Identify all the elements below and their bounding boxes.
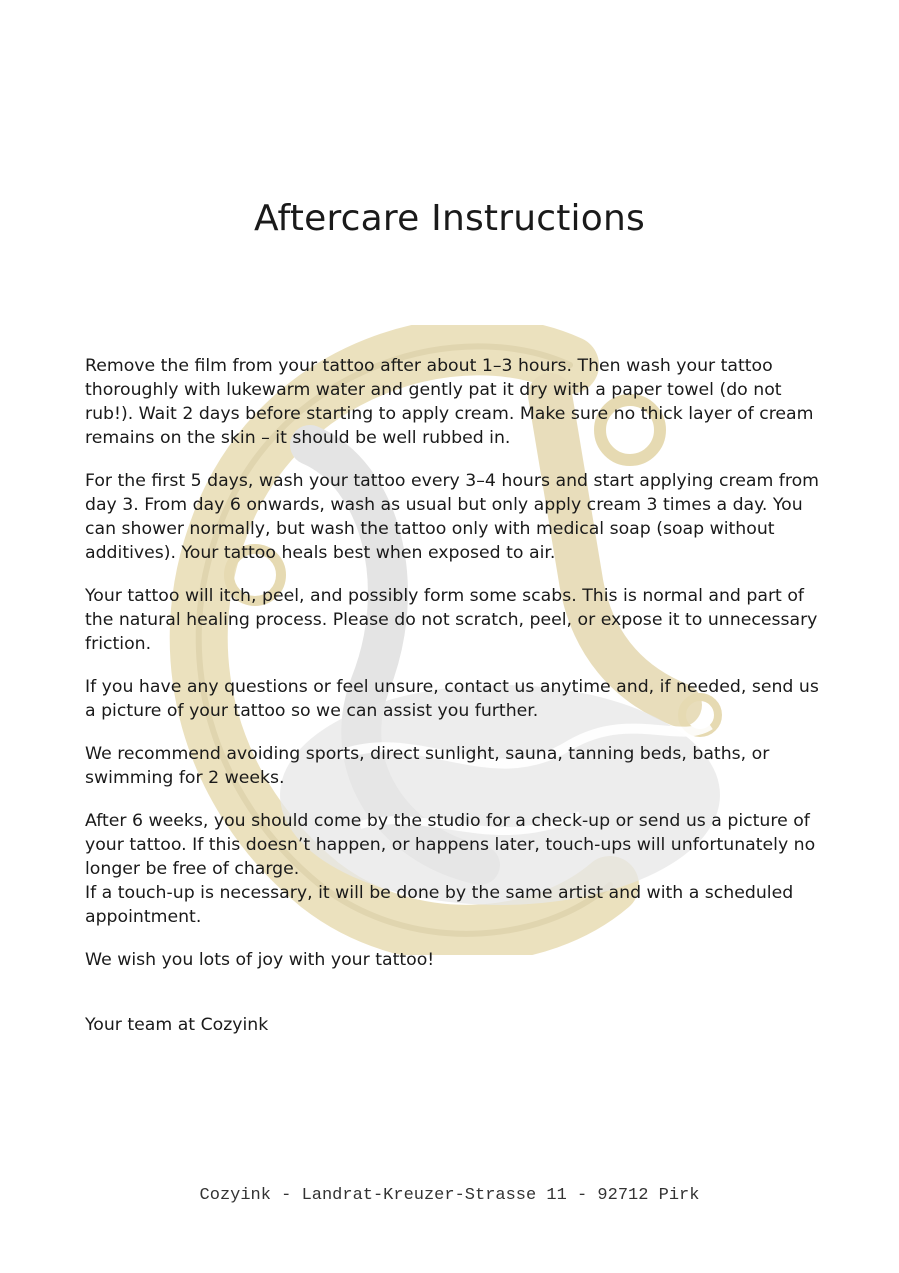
paragraph-avoid-activities: We recommend avoiding sports, direct sunlight, sauna, tanning beds, baths, or swimming for 2 weeks. [85,744,770,788]
paragraph-contact: If you have any questions or feel unsure, contact us anytime and, if needed, send us a picture of your tattoo so we can assist you further. [85,677,819,721]
footer-address: Cozyink - Landrat-Kreuzer-Strasse 11 - 92712 Pirk [199,1186,700,1205]
paragraph-healing-process: Your tattoo will itch, peel, and possibly form some scabs. This is normal and part of the natural healing process. Please do not scratch, peel, or expose it to unnecessary friction. [85,586,818,654]
checkup-line-2: If a touch-up is necessary, it will be done by the same artist and with a scheduled appointment. [85,883,794,927]
instructions-body [85,354,820,972]
paragraph-checkup [85,809,820,929]
checkup-line-1: After 6 weeks, you should come by the studio for a check-up or send us a picture of your tattoo. If this doesn’t happen, or happens later, touch-ups will unfortunately no longer be free of charge. [85,811,816,879]
paragraph-first-days: For the first 5 days, wash your tattoo every 3–4 hours and start applying cream from day 3. From day 6 onwards, wash as usual but only apply cream 3 times a day. You can shower normally, but wash the tattoo only with medical soap (soap without additives). Your tattoo heals best when exposed to air. [85,471,819,563]
page-title: Aftercare Instructions [254,198,645,239]
paragraph-film-removal: Remove the film from your tattoo after about 1–3 hours. Then wash your tattoo thoroughly with lukewarm water and gently pat it dry with a paper towel (do not rub!). Wait 2 days before starting to apply cream. Make sure no thick layer of cream remains on the skin – it should be well rubbed in. [85,356,814,448]
signature: Your team at Cozyink [85,1015,269,1035]
paragraph-closing: We wish you lots of joy with your tattoo! [85,950,435,970]
